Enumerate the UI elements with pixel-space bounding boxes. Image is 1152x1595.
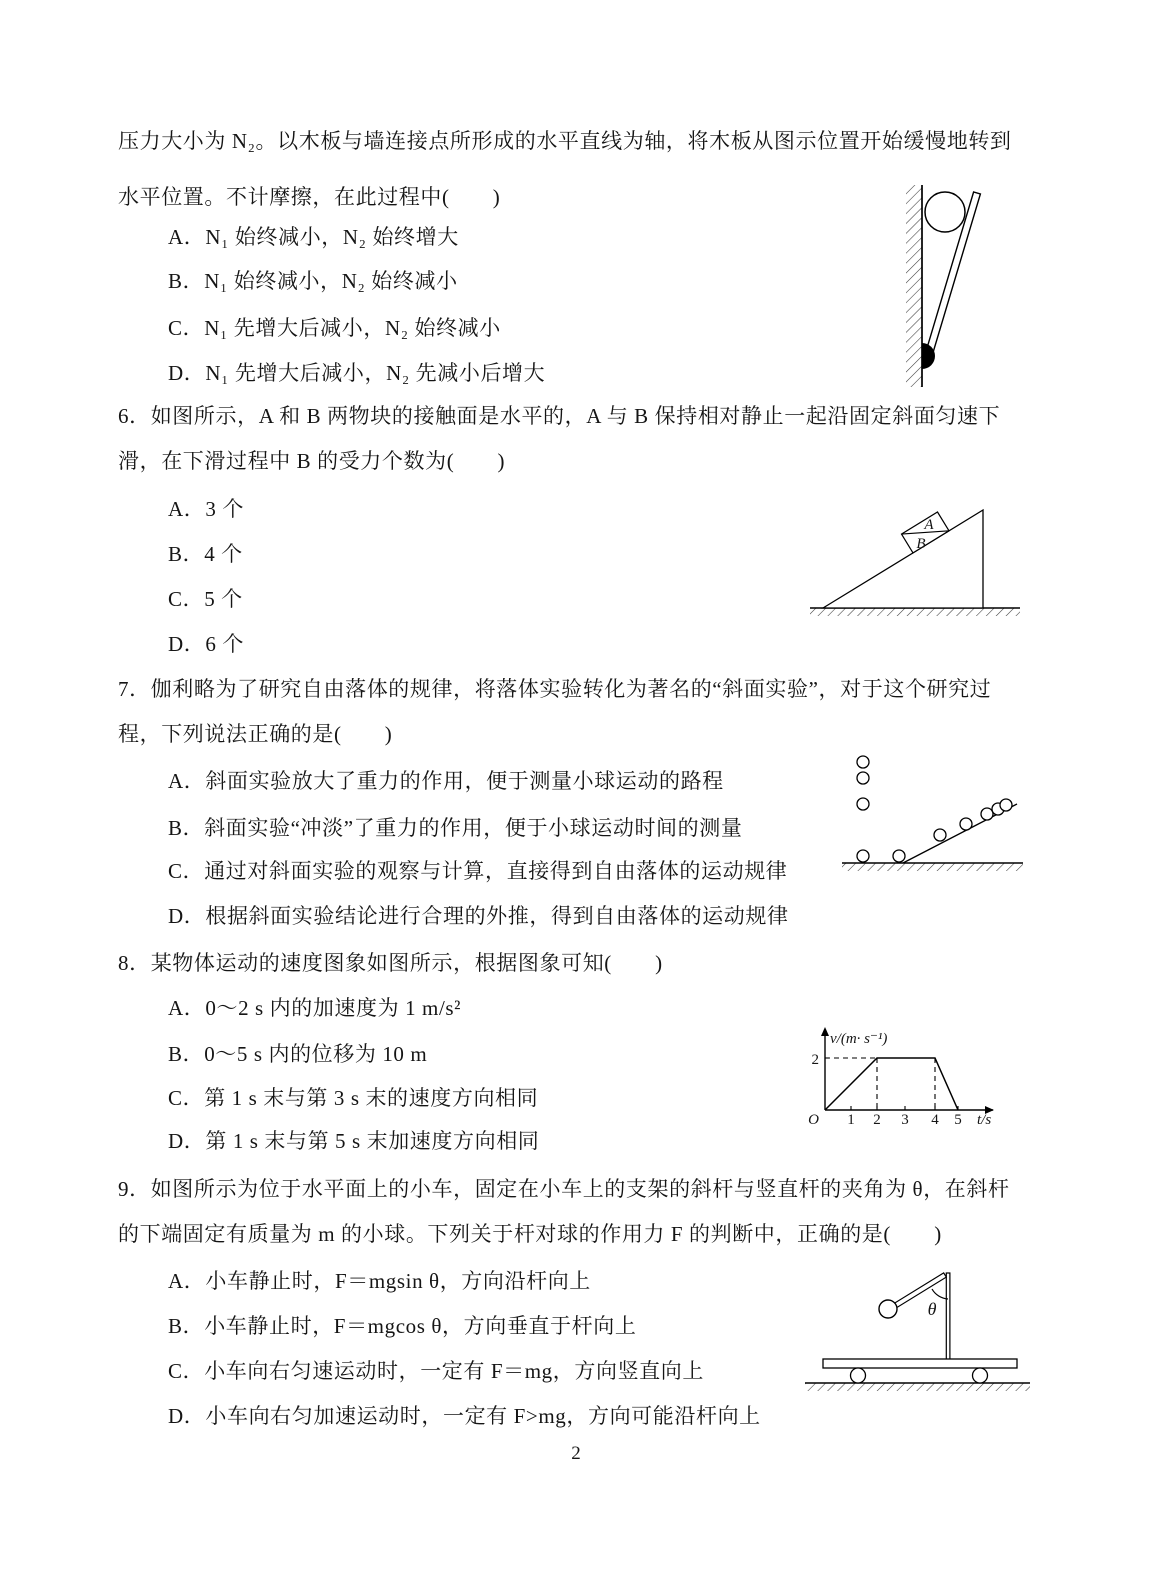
angle-arc [932, 1289, 948, 1299]
x-tick-2: 2 [873, 1112, 881, 1128]
wheel-right [973, 1368, 988, 1383]
cart-platform [823, 1359, 1017, 1368]
q5-stem-line2: 水平位置。不计摩擦，在此过程中( ) [118, 185, 501, 209]
q5-option-d: D．N₁ 先增大后减小，N₂ 先减小后增大 [168, 361, 546, 385]
q7-stem-line1: 7．伽利略为了研究自由落体的规律，将落体实验转化为著名的“斜面实验”，对于这个研究过 [118, 677, 992, 701]
q8-option-a: A．0～2 s 内的加速度为 1 m/s² [168, 996, 462, 1020]
q6-stem-line1: 6．如图所示，A 和 B 两物块的接触面是水平的，A 与 B 保持相对静止一起沿固定斜面匀速下 [118, 404, 1001, 428]
q9-option-c: C．小车向右匀速运动时，一定有 F＝mg，方向竖直向上 [168, 1359, 704, 1383]
slanted-rod [892, 1273, 947, 1309]
figure-galileo-incline [835, 735, 1030, 878]
x-tick-3: 3 [901, 1112, 909, 1128]
q9-option-b: B．小车静止时，F＝mgcos θ，方向垂直于杆向上 [168, 1314, 637, 1338]
q6-option-d: D．6 个 [168, 632, 244, 656]
q8-option-d: D．第 1 s 末与第 5 s 末加速度方向相同 [168, 1129, 540, 1153]
ground-hatching [810, 608, 1020, 616]
origin-label: O [808, 1112, 819, 1128]
y-axis-label: v/(m· s⁻¹) [830, 1031, 888, 1047]
incline-triangle [823, 510, 983, 608]
incline-balls [893, 799, 1012, 862]
wheel-left [851, 1368, 866, 1383]
ball [925, 192, 965, 232]
q7-option-c: C．通过对斜面实验的观察与计算，直接得到自由落体的运动规律 [168, 859, 788, 883]
velocity-curve [825, 1058, 958, 1110]
q9-stem-line2: 的下端固定有质量为 m 的小球。下列关于杆对球的作用力 F 的判断中，正确的是( ) [118, 1222, 942, 1246]
ball [879, 1300, 897, 1318]
figure-cart-rod-ball [795, 1245, 1035, 1398]
ground-hatching [842, 863, 1023, 871]
q8-option-c: C．第 1 s 末与第 3 s 末的速度方向相同 [168, 1086, 539, 1110]
q7-option-d: D．根据斜面实验结论进行合理的外推，得到自由落体的运动规律 [168, 904, 789, 928]
q8-option-b: B．0～5 s 内的位移为 10 m [168, 1042, 428, 1066]
q5-stem-line1: 压力大小为 N₂。以木板与墙连接点所形成的水平直线为轴，将木板从图示位置开始缓慢地转到 [118, 129, 1012, 153]
q6-option-b: B．4 个 [168, 542, 243, 566]
ground-hatching [805, 1383, 1030, 1391]
wall-hatching [906, 185, 922, 387]
x-axis-label: t/s [977, 1112, 992, 1128]
x-tick-1: 1 [847, 1112, 855, 1128]
figure-incline-blocks [795, 490, 1040, 623]
x-tick-4: 4 [931, 1112, 939, 1128]
q8-stem-line1: 8．某物体运动的速度图象如图所示，根据图象可知( ) [118, 951, 663, 975]
figure-board-wall-ball [880, 170, 990, 401]
q9-stem-line1: 9．如图所示为位于水平面上的小车，固定在小车上的支架的斜杆与竖直杆的夹角为 θ，在斜杆 [118, 1177, 1010, 1201]
x-tick-5: 5 [954, 1112, 962, 1128]
block-b-label: B [916, 536, 926, 552]
theta-label: θ [927, 1299, 937, 1319]
y-tick-2: 2 [811, 1052, 819, 1068]
figure-velocity-graph [785, 1015, 1045, 1138]
q7-stem-line2: 程，下列说法正确的是( ) [118, 722, 393, 746]
q6-stem-line2: 滑，在下滑过程中 B 的受力个数为( ) [118, 449, 506, 473]
q9-option-a: A．小车静止时，F＝mgsin θ，方向沿杆向上 [168, 1269, 591, 1293]
q6-option-a: A．3 个 [168, 497, 244, 521]
q5-option-c: C．N₁ 先增大后减小，N₂ 始终减小 [168, 316, 501, 340]
q5-option-b: B．N₁ 始终减小，N₂ 始终减小 [168, 269, 458, 293]
q5-option-a: A．N₁ 始终减小，N₂ 始终增大 [168, 225, 459, 249]
falling-balls-column [857, 756, 869, 862]
vertical-rod [946, 1273, 950, 1361]
dashed-guides [825, 1058, 935, 1110]
q9-option-d: D．小车向右匀加速运动时，一定有 F>mg，方向可能沿杆向上 [168, 1404, 761, 1428]
y-axis-arrow [821, 1027, 829, 1036]
block-a-label: A [924, 517, 934, 533]
q6-option-c: C．5 个 [168, 587, 243, 611]
q7-option-b: B．斜面实验“冲淡”了重力的作用，便于小球运动时间的测量 [168, 816, 743, 840]
page-number: 2 [571, 1443, 581, 1464]
q7-option-a: A．斜面实验放大了重力的作用，便于测量小球运动的路程 [168, 769, 724, 793]
